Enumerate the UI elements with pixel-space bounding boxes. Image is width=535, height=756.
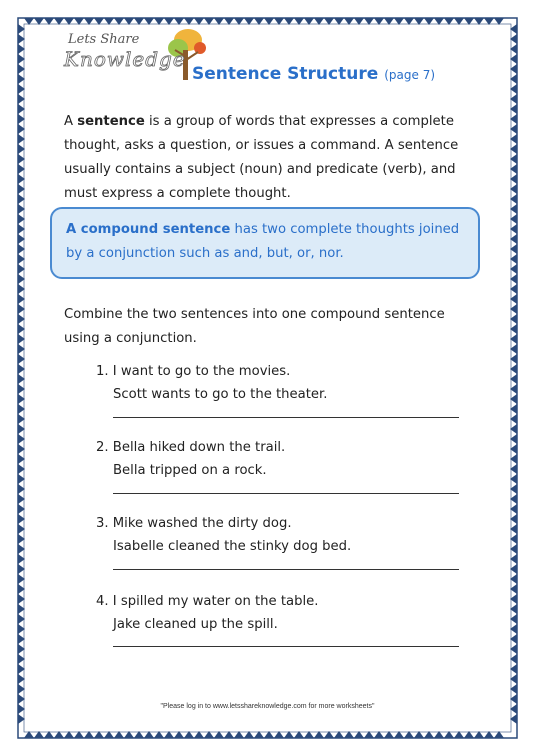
exercise-item	[96, 436, 466, 482]
logo-text-top: Lets Share	[68, 32, 140, 47]
exercise-item	[96, 512, 466, 558]
exercise-sentence-2: Jake cleaned up the spill.	[113, 617, 278, 632]
intro-before: A	[64, 114, 78, 129]
page-title	[192, 64, 435, 84]
exercise-number: 3.	[96, 516, 109, 531]
logo-text-bottom: Knowledge	[64, 47, 186, 71]
exercise-sentence-2: Isabelle cleaned the stinky dog bed.	[113, 539, 352, 554]
title-page-number: (page 7)	[384, 68, 436, 82]
exercise-sentence-1: I want to go to the movies.	[112, 364, 291, 379]
exercise-number: 1.	[96, 364, 109, 379]
exercise-sentence-2: Scott wants to go to the theater.	[113, 387, 328, 402]
answer-line[interactable]	[113, 569, 459, 570]
exercise-sentence-2: Bella tripped on a rock.	[113, 463, 267, 478]
intro-paragraph	[64, 110, 474, 206]
intro-after: is a group of words that expresses a complete thought, asks a question, or issues a command. A sentence usually contains a subject (noun) and predicate (verb), and must express a complete thought.	[64, 114, 459, 201]
exercise-item	[96, 590, 466, 636]
exercise-item	[96, 360, 466, 406]
exercise-sentence-1: Mike washed the dirty dog.	[112, 516, 292, 531]
callout-rest: has two complete thoughts joined by a conjunction such as and, but, or, nor.	[66, 222, 460, 261]
definition-callout	[50, 207, 480, 279]
answer-line[interactable]	[113, 493, 459, 494]
exercise-sentence-1: Bella hiked down the trail.	[112, 440, 286, 455]
intro-term: sentence	[77, 114, 145, 129]
exercise-number: 4.	[96, 594, 109, 609]
footer-note: "Please log in to www.letsshareknowledge.com for more worksheets"	[160, 703, 375, 710]
exercise-sentence-1: I spilled my water on the table.	[112, 594, 319, 609]
title-main: Sentence Structure	[192, 64, 379, 84]
answer-line[interactable]	[113, 417, 459, 418]
callout-term: A compound sentence	[66, 222, 231, 237]
exercise-number: 2.	[96, 440, 109, 455]
instructions: Combine the two sentences into one compound sentence using a conjunction.	[64, 307, 445, 346]
answer-line[interactable]	[113, 646, 459, 647]
